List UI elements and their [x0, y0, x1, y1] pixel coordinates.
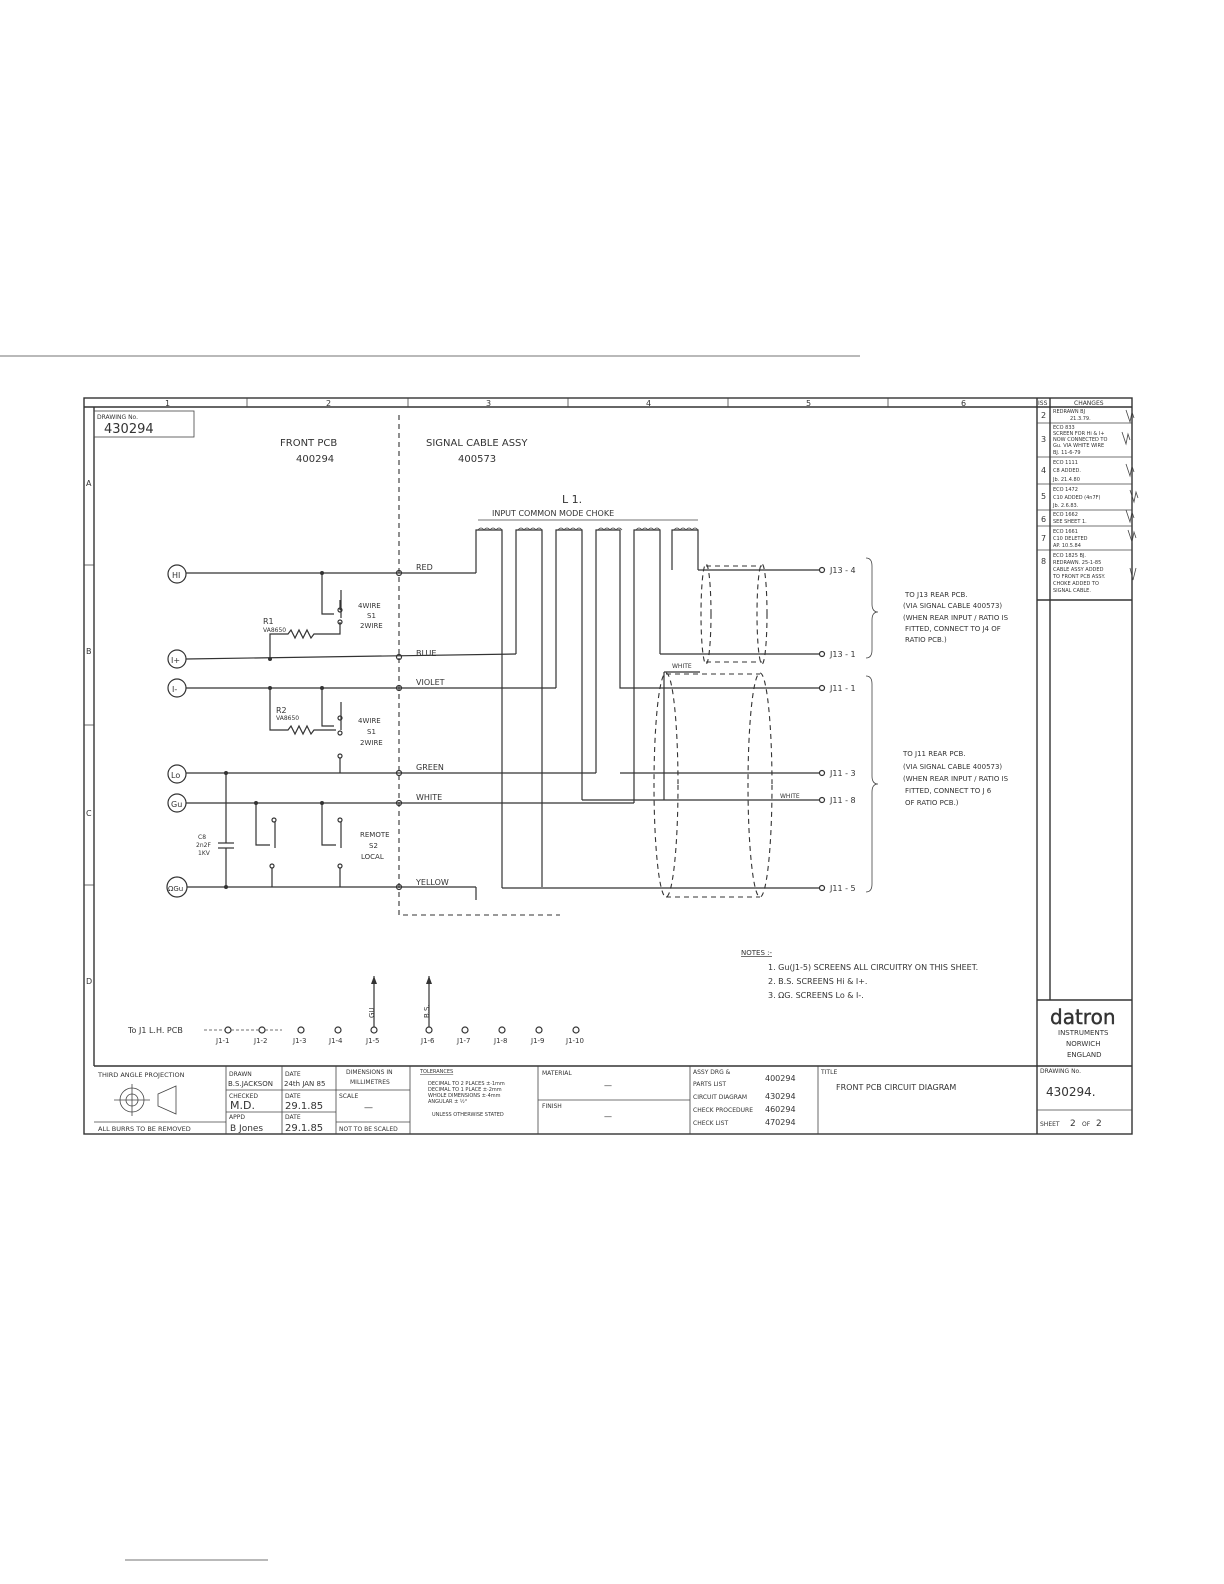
note-j13-line-2: (VIA SIGNAL CABLE 400573): [903, 602, 1003, 610]
note-j13-line-4: FITTED, CONNECT TO J4 OF: [905, 625, 1001, 633]
third-angle-symbol: [114, 1084, 176, 1116]
j1-pins: [204, 976, 579, 1033]
j1-pin-9: J1-9: [531, 1037, 545, 1045]
datron-logo: datron: [1050, 1005, 1116, 1029]
change-initials: [1122, 410, 1138, 580]
notes-heading: NOTES :-: [741, 949, 772, 957]
change-3-line-1: ECO 833: [1053, 425, 1075, 431]
conn-j11-3: J11 - 3: [830, 769, 856, 778]
c8-voltage: 1KV: [198, 850, 210, 857]
j1-pin-5: J1-5: [366, 1037, 380, 1045]
j1-pin-7: J1-7: [457, 1037, 471, 1045]
change-3-line-2: SCREEN FOR Hi & I+: [1053, 431, 1105, 437]
conn-j11-1: J11 - 1: [830, 684, 856, 693]
row-label-d: D: [86, 977, 93, 986]
sheet-value: 2: [1070, 1119, 1076, 1129]
note-j13-line-5: RATIO PCB.): [905, 636, 947, 644]
wire-white-tag-1: WHITE: [672, 663, 692, 670]
sheet-label: SHEET: [1040, 1121, 1060, 1128]
resistor-r2: [268, 686, 342, 773]
tb-drawing-no-label: DRAWING No.: [1040, 1068, 1082, 1075]
drawing-no: 430294: [104, 422, 154, 437]
r1-ref: R1: [263, 617, 274, 626]
column-label-1: 1: [165, 399, 171, 408]
assy-value: 400294: [765, 1074, 796, 1083]
drawn-by: B.S.JACKSON: [228, 1080, 273, 1088]
terminal-omega-gu: ΩGu: [168, 885, 184, 893]
front-pcb-number: 400294: [296, 454, 335, 465]
wire-violet: VIOLET: [416, 678, 445, 687]
s1-ref: S1: [367, 612, 376, 620]
note-item-2: 2. B.S. SCREENS Hi & I+.: [768, 977, 868, 986]
date-1: 24th JAN 85: [284, 1080, 326, 1088]
change-8-line-6: SIGNAL CABLE.: [1053, 588, 1091, 594]
row-label-a: A: [86, 479, 92, 488]
change-2-line-1: REDRAWN BJ: [1053, 409, 1086, 415]
row-label-c: C: [86, 809, 92, 818]
check-proc-value: 460294: [765, 1105, 796, 1114]
parts-label: PARTS LIST: [693, 1081, 727, 1088]
drawing-no-label: DRAWING No.: [97, 414, 139, 421]
checked-label: CHECKED: [229, 1093, 259, 1100]
change-6-line-2: SEE SHEET 1.: [1053, 519, 1087, 525]
date-3: 29.1.85: [285, 1123, 324, 1134]
change-4-line-2: C8 ADDED.: [1053, 468, 1081, 474]
conn-j13-1: J13 - 1: [830, 650, 856, 659]
brace-j11: [866, 676, 878, 892]
tolerances-label: TOLERANCES: [420, 1069, 454, 1075]
r2-ref: R2: [276, 706, 287, 715]
terminal-gu: Gu: [171, 800, 183, 809]
note-j11-line-1: TO J11 REAR PCB.: [903, 750, 966, 758]
material-value: —: [604, 1081, 612, 1090]
s2-remote: REMOTE: [360, 831, 390, 839]
check-proc-label: CHECK PROCEDURE: [693, 1107, 753, 1114]
burrs-label: ALL BURRS TO BE REMOVED: [98, 1125, 191, 1133]
tol-unless: UNLESS OTHERWISE STATED: [432, 1112, 504, 1118]
r1-type: VA8650: [263, 627, 287, 634]
s1b-ref: S1: [367, 728, 376, 736]
conn-j13-4: J13 - 4: [830, 566, 856, 575]
change-8-line-4: TO FRONT PCB ASSY.: [1053, 574, 1106, 580]
j1-pin-1: J1-1: [216, 1037, 230, 1045]
note-j11-line-3: (WHEN REAR INPUT / RATIO IS: [903, 775, 1009, 783]
change-5-line-2: C10 ADDED (4n7F): [1053, 495, 1101, 501]
change-2-line-2: 21.3.79.: [1070, 416, 1091, 422]
wire-yellow: YELLOW: [416, 878, 449, 887]
change-4-line-3: Jb. 21.4.80: [1053, 477, 1080, 483]
wire-blue: BLUE: [416, 649, 437, 658]
change-iss-7: 7: [1041, 534, 1047, 543]
j1-pin-8: J1-8: [494, 1037, 508, 1045]
tb-drawing-no-value: 430294.: [1046, 1085, 1096, 1099]
terminal-i-plus: I+: [171, 656, 181, 665]
cable-screens: [654, 564, 772, 897]
appd-by: B Jones: [230, 1124, 264, 1134]
s1b-4wire: 4WIRE: [358, 717, 381, 725]
change-iss-6: 6: [1041, 515, 1047, 524]
row-ticks: [84, 565, 94, 885]
change-5-line-3: Jb. 2.6.83.: [1053, 503, 1079, 509]
note-item-1: 1. Gu(J1-5) SCREENS ALL CIRCUITRY ON THIS SHEET.: [768, 963, 979, 972]
title-label: TITLE: [821, 1069, 838, 1076]
change-iss-4: 4: [1041, 466, 1047, 475]
checked-by: M.D.: [230, 1099, 255, 1112]
change-3-line-3: NOW CONNECTED TO: [1053, 437, 1108, 443]
wire-green: GREEN: [416, 763, 444, 772]
date-label-3: DATE: [285, 1114, 301, 1121]
wire-white-tag-2: WHITE: [780, 793, 800, 800]
column-label-3: 3: [486, 399, 492, 408]
choke-ref: L 1.: [562, 493, 583, 506]
resistor-r1: [268, 571, 342, 661]
j1-pin-4: J1-4: [329, 1037, 343, 1045]
date-label-1: DATE: [285, 1071, 301, 1078]
column-label-2: 2: [326, 399, 332, 408]
iss-header: ISS: [1038, 400, 1048, 407]
j1-arrow-bs: B.S.: [423, 1004, 431, 1018]
circuit-label: CIRCUIT DIAGRAM: [693, 1094, 747, 1101]
finish-value: —: [604, 1112, 612, 1121]
check-list-label: CHECK LIST: [693, 1120, 729, 1127]
circuit-value: 430294: [765, 1092, 796, 1101]
change-7-line-2: C10 DELETED: [1053, 536, 1088, 542]
change-8-line-5: CHOKE ADDED TO: [1053, 581, 1099, 587]
output-nodes: [820, 568, 825, 891]
change-4-line-1: ECO 1111: [1053, 460, 1078, 466]
s1-2wire: 2WIRE: [360, 622, 383, 630]
column-ticks: [247, 398, 888, 407]
s2-ref: S2: [369, 842, 378, 850]
date-2: 29.1.85: [285, 1101, 324, 1112]
conn-j11-8: J11 - 8: [830, 796, 856, 805]
change-5-line-1: ECO 1472: [1053, 487, 1078, 493]
change-8-line-2: REDRAWN. 25-1-85: [1053, 560, 1102, 566]
dims-line-2: MILLIMETRES: [350, 1079, 390, 1086]
j1-label: To J1 L.H. PCB: [128, 1026, 183, 1035]
c8-value: 2n2F: [196, 842, 211, 849]
note-item-3: 3. ΩG. SCREENS Lo & I-.: [768, 991, 864, 1000]
change-7-line-1: ECO 1661: [1053, 529, 1078, 535]
assy-label: ASSY DRG &: [693, 1069, 731, 1076]
date-label-2: DATE: [285, 1093, 301, 1100]
j1-pin-3: J1-3: [293, 1037, 307, 1045]
s1b-2wire: 2WIRE: [360, 739, 383, 747]
not-to-scale: NOT TO BE SCALED: [339, 1126, 398, 1133]
tol-line-2: DECIMAL TO 1 PLACE ±·2mm: [428, 1087, 502, 1093]
j1-arrow-gu: GU: [368, 1007, 376, 1018]
c8-ref: C8: [198, 834, 207, 841]
brace-j13: [866, 558, 878, 658]
choke-desc: INPUT COMMON MODE CHOKE: [492, 509, 615, 518]
terminal-lo: Lo: [171, 771, 181, 780]
s2-local: LOCAL: [361, 853, 384, 861]
tol-line-1: DECIMAL TO 2 PLACES ±·1mm: [428, 1081, 505, 1087]
change-6-line-1: ECO 1662: [1053, 512, 1078, 518]
title-value: FRONT PCB CIRCUIT DIAGRAM: [836, 1083, 957, 1092]
conn-j11-5: J11 - 5: [830, 884, 856, 893]
change-3-line-4: Gu. VIA WHITE WIRE: [1053, 443, 1105, 449]
of-label: OF: [1082, 1121, 1091, 1128]
wire-white: WHITE: [416, 793, 443, 802]
dims-line-1: DIMENSIONS IN: [346, 1069, 393, 1076]
change-8-line-1: ECO 1825 BJ.: [1053, 553, 1086, 559]
note-j13-line-1: TO J13 REAR PCB.: [905, 591, 968, 599]
change-iss-2: 2: [1041, 411, 1047, 420]
note-j11-line-2: (VIA SIGNAL CABLE 400573): [903, 763, 1003, 771]
signal-wires: [186, 570, 820, 900]
column-label-6: 6: [961, 399, 967, 408]
j1-pin-2: J1-2: [254, 1037, 268, 1045]
change-8-line-3: CABLE ASSY ADDED: [1053, 567, 1104, 573]
tol-line-4: ANGULAR ± ½°: [428, 1099, 468, 1105]
projection-label: THIRD ANGLE PROJECTION: [98, 1071, 185, 1079]
j1-pin-10: J1-10: [566, 1037, 584, 1045]
change-iss-5: 5: [1041, 492, 1047, 501]
appd-label: APPD: [229, 1114, 245, 1121]
changes-header: CHANGES: [1074, 400, 1104, 407]
logo-line-2: NORWICH: [1066, 1040, 1101, 1048]
note-j11-line-4: FITTED, CONNECT TO J 6: [905, 787, 992, 795]
s1-4wire: 4WIRE: [358, 602, 381, 610]
row-label-b: B: [86, 647, 92, 656]
material-label: MATERIAL: [542, 1070, 572, 1077]
r2-type: VA8650: [276, 715, 300, 722]
cable-assy-number: 400573: [458, 454, 497, 465]
scale-label: SCALE: [339, 1093, 359, 1100]
scale-value: —: [364, 1103, 373, 1113]
column-label-4: 4: [646, 399, 652, 408]
capacitor-c8-and-s2: [218, 771, 342, 889]
change-3-line-5: BJ. 11-6-79: [1053, 450, 1081, 456]
j1-pin-6: J1-6: [421, 1037, 435, 1045]
finish-label: FINISH: [542, 1103, 562, 1110]
change-iss-8: 8: [1041, 557, 1047, 566]
note-j11-line-5: OF RATIO PCB.): [905, 799, 959, 807]
logo-line-1: INSTRUMENTS: [1058, 1029, 1109, 1037]
wire-red: RED: [416, 563, 433, 572]
board-boundary-dash: [399, 415, 560, 915]
terminal-hi: HI: [172, 571, 181, 580]
column-label-5: 5: [806, 399, 812, 408]
cable-assy-label: SIGNAL CABLE ASSY: [426, 438, 528, 449]
input-terminals: [167, 565, 187, 897]
front-pcb-label: FRONT PCB: [280, 438, 338, 449]
change-7-line-3: AP. 10.5.84: [1053, 543, 1081, 549]
terminal-i-minus: I-: [172, 685, 178, 694]
change-iss-3: 3: [1041, 435, 1047, 444]
note-j13-line-3: (WHEN REAR INPUT / RATIO IS: [903, 614, 1009, 622]
sheet-total: 2: [1096, 1119, 1102, 1129]
check-list-value: 470294: [765, 1118, 796, 1127]
logo-line-3: ENGLAND: [1067, 1051, 1102, 1059]
tol-line-3: WHOLE DIMENSIONS ±·4mm: [428, 1093, 501, 1099]
drawn-label: DRAWN: [229, 1071, 252, 1078]
